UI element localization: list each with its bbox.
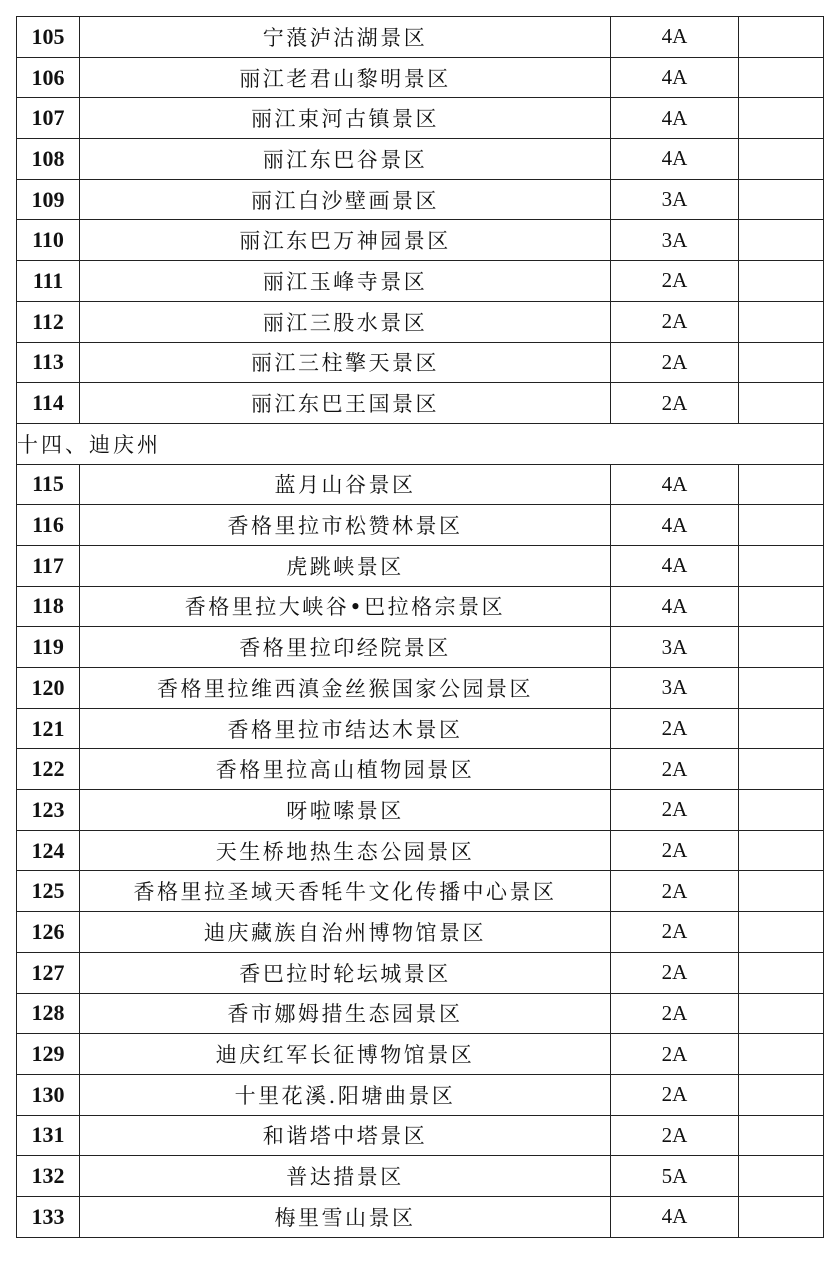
grade-level: 2A <box>611 261 739 302</box>
scenic-area-name: 十里花溪.阳塘曲景区 <box>80 1074 611 1115</box>
grade-level: 2A <box>611 912 739 953</box>
scenic-area-name: 普达措景区 <box>80 1156 611 1197</box>
scenic-area-name: 香格里拉圣域天香牦牛文化传播中心景区 <box>80 871 611 912</box>
grade-level: 2A <box>611 301 739 342</box>
grade-level: 4A <box>611 505 739 546</box>
scenic-area-name: 香巴拉时轮坛城景区 <box>80 952 611 993</box>
table-row <box>17 220 824 261</box>
row-number: 127 <box>17 952 80 993</box>
section-row <box>17 423 824 464</box>
table-row <box>17 1074 824 1115</box>
empty-cell <box>739 342 824 383</box>
empty-cell <box>739 790 824 831</box>
empty-cell <box>739 912 824 953</box>
row-number: 131 <box>17 1115 80 1156</box>
table-body <box>17 17 824 1238</box>
scenic-area-name: 丽江三柱擎天景区 <box>80 342 611 383</box>
grade-level: 2A <box>611 342 739 383</box>
empty-cell <box>739 57 824 98</box>
row-number: 120 <box>17 668 80 709</box>
grade-level: 5A <box>611 1156 739 1197</box>
row-number: 126 <box>17 912 80 953</box>
row-number: 108 <box>17 139 80 180</box>
row-number: 122 <box>17 749 80 790</box>
empty-cell <box>739 545 824 586</box>
empty-cell <box>739 1156 824 1197</box>
row-number: 124 <box>17 830 80 871</box>
table-row <box>17 505 824 546</box>
grade-level: 4A <box>611 586 739 627</box>
scenic-area-table <box>16 16 824 1238</box>
table-row <box>17 545 824 586</box>
scenic-area-name: 迪庆红军长征博物馆景区 <box>80 1034 611 1075</box>
table-row <box>17 57 824 98</box>
grade-level: 3A <box>611 220 739 261</box>
table-row <box>17 871 824 912</box>
table-row <box>17 790 824 831</box>
grade-level: 4A <box>611 464 739 505</box>
row-number: 110 <box>17 220 80 261</box>
table-row <box>17 139 824 180</box>
scenic-area-name: 宁蒗泸沽湖景区 <box>80 17 611 58</box>
grade-level: 2A <box>611 708 739 749</box>
grade-level: 4A <box>611 57 739 98</box>
scenic-area-name: 香格里拉大峡谷•巴拉格宗景区 <box>80 586 611 627</box>
scenic-area-name: 呀啦嗦景区 <box>80 790 611 831</box>
row-number: 105 <box>17 17 80 58</box>
scenic-area-name: 梅里雪山景区 <box>80 1196 611 1237</box>
row-number: 129 <box>17 1034 80 1075</box>
row-number: 132 <box>17 1156 80 1197</box>
scenic-area-name: 天生桥地热生态公园景区 <box>80 830 611 871</box>
table-row <box>17 952 824 993</box>
scenic-area-name: 丽江三股水景区 <box>80 301 611 342</box>
empty-cell <box>739 586 824 627</box>
empty-cell <box>739 301 824 342</box>
row-number: 107 <box>17 98 80 139</box>
table-row <box>17 261 824 302</box>
row-number: 133 <box>17 1196 80 1237</box>
row-number: 119 <box>17 627 80 668</box>
scenic-area-name: 香格里拉市松赞林景区 <box>80 505 611 546</box>
grade-level: 4A <box>611 98 739 139</box>
empty-cell <box>739 1074 824 1115</box>
row-number: 115 <box>17 464 80 505</box>
row-number: 123 <box>17 790 80 831</box>
grade-level: 2A <box>611 383 739 424</box>
grade-level: 3A <box>611 627 739 668</box>
table-row <box>17 708 824 749</box>
empty-cell <box>739 220 824 261</box>
table-row <box>17 1115 824 1156</box>
scenic-area-name: 香格里拉市结达木景区 <box>80 708 611 749</box>
grade-level: 2A <box>611 871 739 912</box>
scenic-area-name: 丽江东巴谷景区 <box>80 139 611 180</box>
table-row <box>17 383 824 424</box>
row-number: 113 <box>17 342 80 383</box>
table-row <box>17 627 824 668</box>
table-row <box>17 668 824 709</box>
row-number: 114 <box>17 383 80 424</box>
table-row <box>17 98 824 139</box>
scenic-area-name: 丽江东巴王国景区 <box>80 383 611 424</box>
empty-cell <box>739 98 824 139</box>
empty-cell <box>739 749 824 790</box>
scenic-area-name: 香市娜姆措生态园景区 <box>80 993 611 1034</box>
grade-level: 2A <box>611 749 739 790</box>
empty-cell <box>739 668 824 709</box>
empty-cell <box>739 383 824 424</box>
empty-cell <box>739 952 824 993</box>
row-number: 106 <box>17 57 80 98</box>
scenic-area-name: 香格里拉高山植物园景区 <box>80 749 611 790</box>
grade-level: 2A <box>611 993 739 1034</box>
grade-level: 4A <box>611 545 739 586</box>
grade-level: 2A <box>611 1115 739 1156</box>
row-number: 109 <box>17 179 80 220</box>
row-number: 111 <box>17 261 80 302</box>
scenic-area-name: 香格里拉维西滇金丝猴国家公园景区 <box>80 668 611 709</box>
grade-level: 4A <box>611 17 739 58</box>
empty-cell <box>739 627 824 668</box>
empty-cell <box>739 17 824 58</box>
empty-cell <box>739 1034 824 1075</box>
table-row <box>17 1196 824 1237</box>
table-row <box>17 1034 824 1075</box>
grade-level: 4A <box>611 139 739 180</box>
scenic-area-name: 迪庆藏族自治州博物馆景区 <box>80 912 611 953</box>
empty-cell <box>739 1115 824 1156</box>
scenic-area-name: 丽江老君山黎明景区 <box>80 57 611 98</box>
empty-cell <box>739 830 824 871</box>
row-number: 121 <box>17 708 80 749</box>
scenic-area-name: 丽江束河古镇景区 <box>80 98 611 139</box>
scenic-area-name: 丽江东巴万神园景区 <box>80 220 611 261</box>
document-page <box>16 16 824 1238</box>
row-number: 112 <box>17 301 80 342</box>
row-number: 130 <box>17 1074 80 1115</box>
row-number: 128 <box>17 993 80 1034</box>
grade-level: 2A <box>611 790 739 831</box>
empty-cell <box>739 139 824 180</box>
empty-cell <box>739 993 824 1034</box>
empty-cell <box>739 505 824 546</box>
scenic-area-name: 丽江玉峰寺景区 <box>80 261 611 302</box>
empty-cell <box>739 871 824 912</box>
scenic-area-name: 蓝月山谷景区 <box>80 464 611 505</box>
empty-cell <box>739 261 824 302</box>
grade-level: 2A <box>611 952 739 993</box>
scenic-area-name: 香格里拉印经院景区 <box>80 627 611 668</box>
empty-cell <box>739 464 824 505</box>
grade-level: 2A <box>611 1034 739 1075</box>
table-row <box>17 1156 824 1197</box>
table-row <box>17 830 824 871</box>
row-number: 118 <box>17 586 80 627</box>
table-row <box>17 179 824 220</box>
empty-cell <box>739 708 824 749</box>
grade-level: 3A <box>611 668 739 709</box>
table-row <box>17 464 824 505</box>
table-row <box>17 993 824 1034</box>
grade-level: 2A <box>611 830 739 871</box>
grade-level: 2A <box>611 1074 739 1115</box>
table-row <box>17 586 824 627</box>
table-row <box>17 342 824 383</box>
row-number: 116 <box>17 505 80 546</box>
table-row <box>17 301 824 342</box>
table-row <box>17 912 824 953</box>
empty-cell <box>739 179 824 220</box>
empty-cell <box>739 1196 824 1237</box>
grade-level: 4A <box>611 1196 739 1237</box>
grade-level: 3A <box>611 179 739 220</box>
table-row <box>17 749 824 790</box>
section-title: 十四、迪庆州 <box>17 423 824 464</box>
scenic-area-name: 虎跳峡景区 <box>80 545 611 586</box>
table-row <box>17 17 824 58</box>
row-number: 117 <box>17 545 80 586</box>
scenic-area-name: 丽江白沙壁画景区 <box>80 179 611 220</box>
row-number: 125 <box>17 871 80 912</box>
scenic-area-name: 和谐塔中塔景区 <box>80 1115 611 1156</box>
